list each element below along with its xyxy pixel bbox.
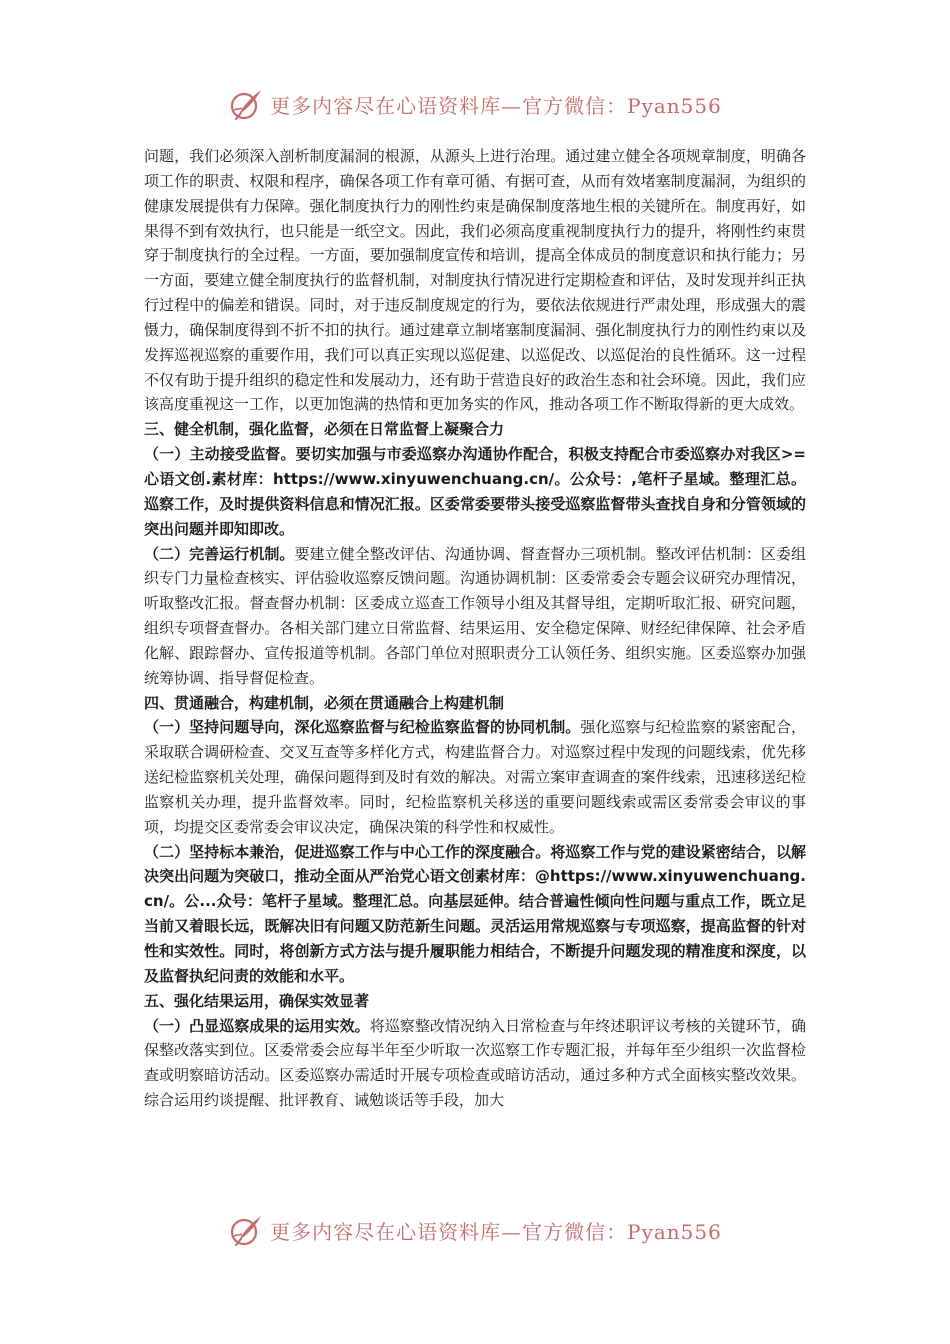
paragraph-accept-supervision: （一）主动接受监督。要切实加强与市委巡察办沟通协作配合，积极支持配合市委巡察办对我区>=心语文创.素材库：https://www.xinyuwenchuang.cn/。公众号：,笔杆子星域。整理汇总。巡察工作，及时提供资料信息和情况汇报。区委常委要带头接受巡察监督带头查找自身和分管领域的突出问题并即知即改。	[144, 445, 806, 538]
banner-text: 更多内容尽在心语资料库—官方微信：Pyan556	[270, 93, 722, 118]
section-heading-5: 五、强化结果运用，确保实效显著	[144, 991, 370, 1010]
header-banner	[0, 84, 950, 124]
section-heading-4: 四、贯通融合，构建机制，必须在贯通融合上构建机制	[144, 693, 505, 712]
paragraph-lead: （二）完善运行机制。	[144, 544, 295, 563]
paragraph-operating-mechanism	[144, 542, 806, 691]
paragraph-deep-integration: （二）坚持标本兼治，促进巡察工作与中心工作的深度融合。将巡察工作与党的建设紧密结合，以解决突出问题为突破口，推动全面从严治党心语文创素材库：@https://www.xinyuwenchuang.cn/。公...众号：笔杆子星域。整理汇总。向基层延伸。结合普遍性倾向性问题与重点工作，既立足当前又着眼长远，既解决旧有问题又防范新生问题。灵活运用常规巡察与专项巡察，提高监督的针对性和实效性。同时，将创新方式方法与提升履职能力相结合，不断提升问题发现的精准度和深度，以及监督执纪问责的效能和水平。	[144, 842, 806, 985]
paragraph-lead: （一）坚持问题导向，深化巡察监督与纪检监察监督的协同机制。	[144, 718, 581, 737]
paragraph-text: 强化巡察与纪检监察的紧密配合，采取联合调研检查、交叉互查等多样化方式，构建监督合力。对巡察过程中发现的问题线索，优先移送纪检监察机关处理，确保问题得到及时有效的解决。对需立案审查调查的案件线索，迅速移送纪检监察机关办理，提升监督效率。同时，纪检监察机关移送的重要问题线索或需区委常委会审议的事项，均提交区委常委会审议决定，确保决策的科学性和权威性。	[144, 718, 806, 836]
section-heading-3: 三、健全机制，强化监督，必须在日常监督上凝聚合力	[144, 420, 505, 439]
paragraph-problem-oriented	[144, 715, 806, 839]
document-body	[144, 144, 806, 1113]
quill-pen-logo-icon	[228, 1212, 264, 1248]
paragraph-lead: （一）凸显巡察成果的运用实效。	[144, 1016, 370, 1035]
paragraph-results-application	[144, 1014, 806, 1113]
paragraph-text: 将巡察整改情况纳入日常检查与年终述职评议考核的关键环节，确保整改落实到位。区委常委会应每半年至少听取一次巡察工作专题汇报，并每年至少组织一次监督检查或明察暗访活动。区委巡察办需适时开展专项检查或暗访活动，通过多种方式全面核实整改效果。综合运用约谈提醒、批评教育、诫勉谈话等手段，加大	[144, 1016, 806, 1110]
paragraph-text: 要建立健全整改评估、沟通协调、督查督办三项机制。整改评估机制：区委组织专门力量检查核实、评估验收巡察反馈问题。沟通协调机制：区委常委会专题会议研究办理情况，听取整改汇报。督查督办机制：区委成立巡查工作领导小组及其督导组，定期听取汇报、研究问题，组织专项督查督办。各相关部门建立日常监督、结果运用、安全稳定保障、财经纪律保障、社会矛盾化解、跟踪督办、宣传报道等机制。各部门单位对照职责分工认领任务、组织实施。区委巡察办加强统筹协调、指导督促检查。	[144, 544, 806, 687]
paragraph-intro: 问题，我们必须深入剖析制度漏洞的根源，从源头上进行治理。通过建立健全各项规章制度，明确各项工作的职责、权限和程序，确保各项工作有章可循、有据可查，从而有效堵塞制度漏洞，为组织的健康发展提供有力保障。强化制度执行力的刚性约束是确保制度落地生根的关键所在。制度再好，如果得不到有效执行，也只能是一纸空文。因此，我们必须高度重视制度执行力的提升，将刚性约束贯穿于制度执行的全过程。一方面，要加强制度宣传和培训，提高全体成员的制度意识和执行能力；另一方面，要建立健全制度执行的监督机制，对制度执行情况进行定期检查和评估，及时发现并纠正执行过程中的偏差和错误。同时，对于违反制度规定的行为，要依法依规进行严肃处理，形成强大的震慑力，确保制度得到不折不扣的执行。通过建章立制堵塞制度漏洞、强化制度执行力的刚性约束以及发挥巡视巡察的重要作用，我们可以真正实现以巡促建、以巡促改、以巡促治的良性循环。这一过程不仅有助于提升组织的稳定性和发展动力，还有助于营造良好的政治生态和社会环境。因此，我们应该高度重视这一工作，以更加饱满的热情和更加务实的作风，推动各项工作不断取得新的更大成效。	[144, 147, 806, 414]
quill-pen-logo-icon	[228, 86, 264, 122]
banner-text: 更多内容尽在心语资料库—官方微信：Pyan556	[270, 1219, 722, 1244]
footer-banner	[0, 1210, 950, 1250]
